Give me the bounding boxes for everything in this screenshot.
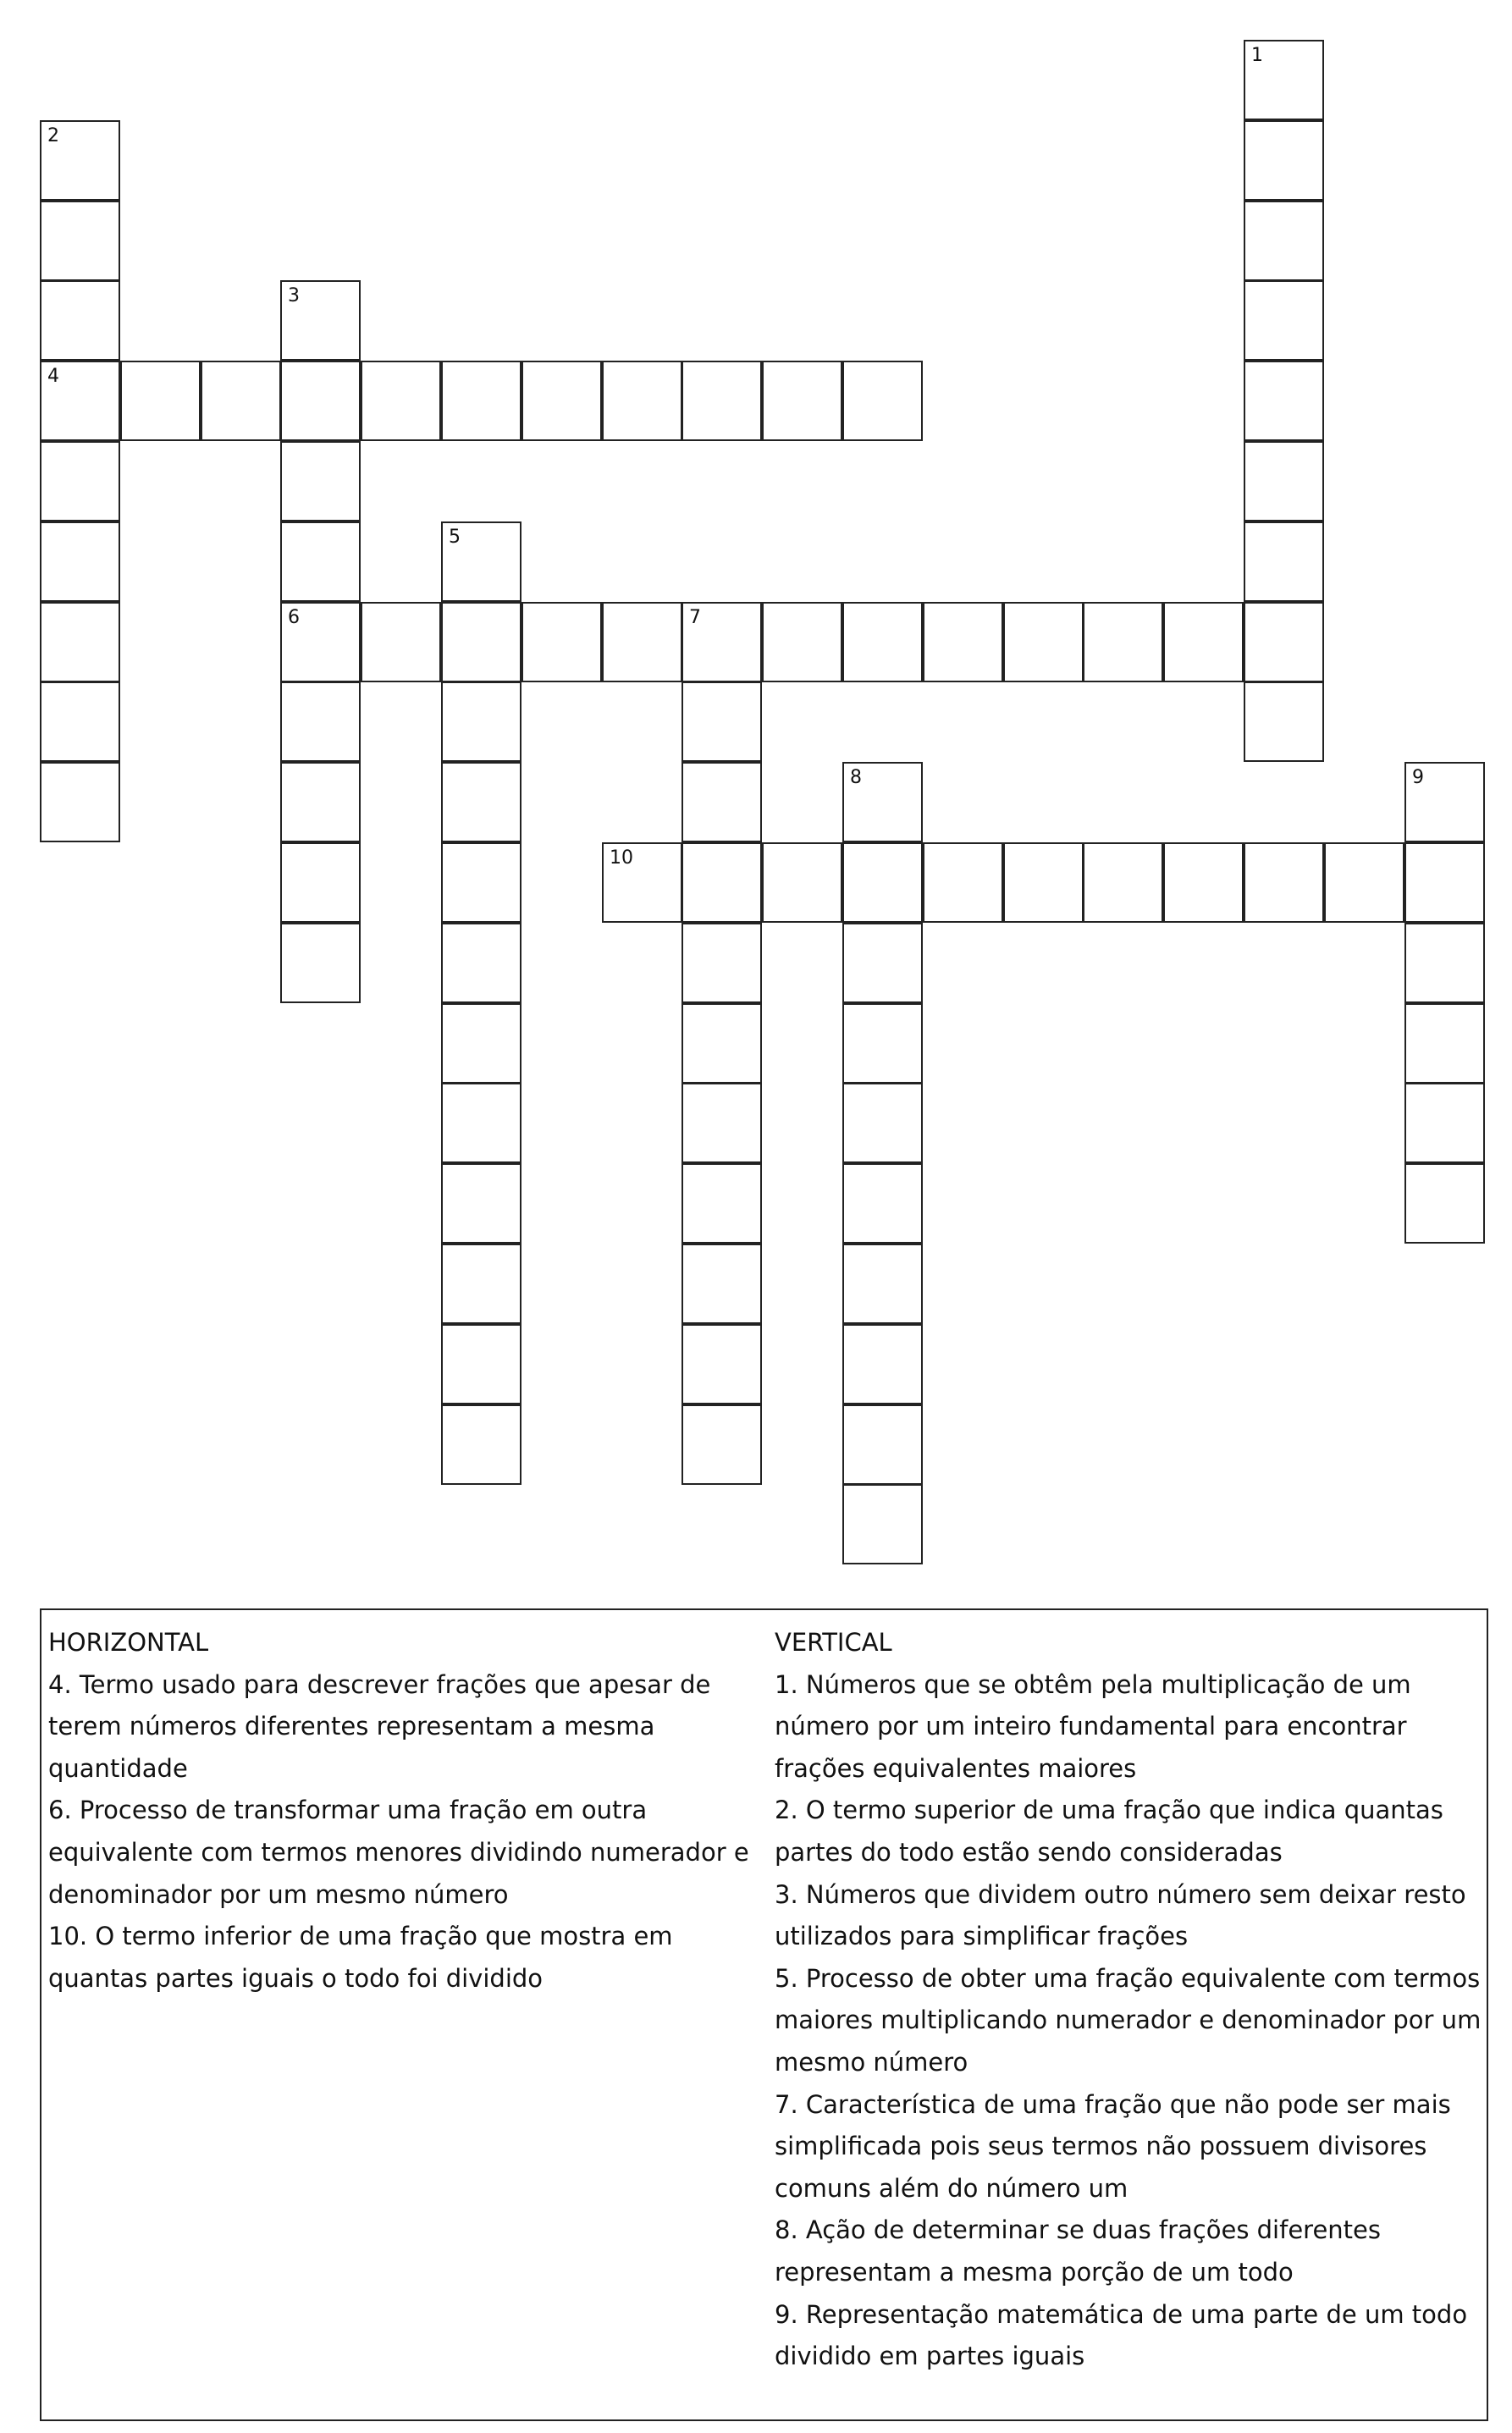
clue-vertical-5: 5. Processo de obter uma fração equivalente com termos maiores multiplicando numerador e denominador por um mesmo número xyxy=(775,1963,1482,2077)
crossword-cell[interactable] xyxy=(602,602,682,682)
crossword-cell[interactable] xyxy=(521,361,602,441)
clue-number: 3 xyxy=(288,285,300,306)
crossword-cell[interactable] xyxy=(1244,441,1324,521)
crossword-cell[interactable] xyxy=(682,1244,762,1324)
clue-number: 7 xyxy=(689,607,701,628)
crossword-cell[interactable] xyxy=(441,1083,521,1163)
crossword-cell[interactable] xyxy=(1244,201,1324,281)
crossword-cell[interactable] xyxy=(682,923,762,1003)
clue-number: 5 xyxy=(449,527,461,548)
crossword-cell[interactable] xyxy=(280,441,361,521)
clue-vertical-8: 8. Ação de determinar se duas frações diferentes representam a mesma porção de um todo xyxy=(775,2215,1381,2287)
crossword-cell[interactable] xyxy=(40,361,120,441)
crossword-cell[interactable] xyxy=(1083,602,1163,682)
crossword-cell[interactable] xyxy=(842,1083,923,1163)
crossword-cell[interactable] xyxy=(1244,521,1324,602)
crossword-cell[interactable] xyxy=(280,521,361,602)
crossword-cell[interactable] xyxy=(682,361,762,441)
crossword-cell[interactable] xyxy=(441,762,521,842)
crossword-cell[interactable] xyxy=(441,1244,521,1324)
crossword-cell[interactable] xyxy=(1404,1163,1485,1244)
crossword-cell[interactable] xyxy=(1244,602,1324,682)
clue-vertical-2: 2. O termo superior de uma fração que indica quantas partes do todo estão sendo consideradas xyxy=(775,1796,1443,1867)
crossword-cell[interactable] xyxy=(441,521,521,602)
crossword-cell[interactable] xyxy=(842,762,923,842)
crossword-cell[interactable] xyxy=(441,1404,521,1485)
crossword-cell[interactable] xyxy=(1244,361,1324,441)
crossword-cell[interactable] xyxy=(280,602,361,682)
crossword-cell[interactable] xyxy=(923,602,1003,682)
crossword-cell[interactable] xyxy=(1244,40,1324,120)
crossword-cell[interactable] xyxy=(682,1003,762,1084)
crossword-cell[interactable] xyxy=(40,681,120,762)
crossword-cell[interactable] xyxy=(1003,602,1084,682)
crossword-cell[interactable] xyxy=(842,1404,923,1485)
crossword-cell[interactable] xyxy=(842,842,923,923)
crossword-cell[interactable] xyxy=(923,842,1003,923)
clue-number: 9 xyxy=(1412,767,1424,788)
clue-vertical-9: 9. Representação matemática de uma parte de um todo dividido em partes iguais xyxy=(775,2299,1468,2371)
crossword-cell[interactable] xyxy=(682,681,762,762)
crossword-cell[interactable] xyxy=(1244,280,1324,361)
crossword-cell[interactable] xyxy=(40,521,120,602)
clue-horizontal-6: 6. Processo de transformar uma fração em outra equivalente com termos menores dividindo numerador e denominador por um mesmo número xyxy=(48,1796,749,1909)
crossword-cell[interactable] xyxy=(441,1163,521,1244)
crossword-cell[interactable] xyxy=(682,1404,762,1485)
clue-horizontal-4: 4. Termo usado para descrever frações que apesar de terem números diferentes representam a mesma quantidade xyxy=(48,1669,711,1783)
crossword-cell[interactable] xyxy=(40,602,120,682)
clue-number: 2 xyxy=(47,125,59,146)
vertical-title: VERTICAL xyxy=(775,1628,892,1657)
clue-number: 6 xyxy=(288,607,300,628)
crossword-cell[interactable] xyxy=(842,361,923,441)
crossword-cell[interactable] xyxy=(441,361,521,441)
crossword-cell[interactable] xyxy=(762,602,842,682)
crossword-cell[interactable] xyxy=(1324,842,1404,923)
clue-number: 4 xyxy=(47,366,59,387)
crossword-cell[interactable] xyxy=(1163,842,1244,923)
crossword-cell[interactable] xyxy=(441,842,521,923)
clues-box xyxy=(40,1608,1488,2421)
crossword-cell[interactable] xyxy=(682,1163,762,1244)
crossword-cell[interactable] xyxy=(1404,762,1485,842)
crossword-cell[interactable] xyxy=(1163,602,1244,682)
crossword-cell[interactable] xyxy=(842,923,923,1003)
crossword-cell[interactable] xyxy=(201,361,281,441)
clue-number: 8 xyxy=(850,767,862,788)
crossword-cell[interactable] xyxy=(1404,842,1485,923)
crossword-cell[interactable] xyxy=(1404,1083,1485,1163)
crossword-cell[interactable] xyxy=(280,361,361,441)
crossword-cell[interactable] xyxy=(1003,842,1084,923)
crossword-cell[interactable] xyxy=(40,120,120,201)
clue-number: 10 xyxy=(610,847,633,869)
crossword-cell[interactable] xyxy=(1244,681,1324,762)
crossword-cell[interactable] xyxy=(842,602,923,682)
crossword-cell[interactable] xyxy=(842,1484,923,1564)
clue-number: 1 xyxy=(1251,45,1263,66)
crossword-cell[interactable] xyxy=(120,361,201,441)
crossword-cell[interactable] xyxy=(441,681,521,762)
crossword-cell[interactable] xyxy=(842,1244,923,1324)
crossword-cell[interactable] xyxy=(682,842,762,923)
crossword-cell[interactable] xyxy=(40,441,120,521)
crossword-cell[interactable] xyxy=(280,681,361,762)
crossword-cell[interactable] xyxy=(602,361,682,441)
crossword-cell[interactable] xyxy=(361,602,441,682)
horizontal-clues xyxy=(48,1622,768,2000)
crossword-cell[interactable] xyxy=(280,923,361,1003)
crossword-cell[interactable] xyxy=(1404,1003,1485,1084)
crossword-cell[interactable] xyxy=(280,842,361,923)
crossword-cell[interactable] xyxy=(842,1324,923,1404)
crossword-cell[interactable] xyxy=(1244,842,1324,923)
clue-vertical-1: 1. Números que se obtêm pela multiplicação de um número por um inteiro fundamental para encontrar frações equivalentes maiores xyxy=(775,1669,1411,1783)
crossword-cell[interactable] xyxy=(361,361,441,441)
crossword-cell[interactable] xyxy=(280,280,361,361)
crossword-cell[interactable] xyxy=(1244,120,1324,201)
crossword-cell[interactable] xyxy=(842,1003,923,1084)
crossword-cell[interactable] xyxy=(1404,923,1485,1003)
crossword-cell[interactable] xyxy=(682,762,762,842)
crossword-cell[interactable] xyxy=(280,762,361,842)
crossword-cell[interactable] xyxy=(1083,842,1163,923)
crossword-cell[interactable] xyxy=(842,1163,923,1244)
crossword-cell[interactable] xyxy=(40,280,120,361)
crossword-cell[interactable] xyxy=(602,842,682,923)
crossword-cell[interactable] xyxy=(762,361,842,441)
crossword-cell[interactable] xyxy=(441,1003,521,1084)
crossword-cell[interactable] xyxy=(682,1324,762,1404)
crossword-cell[interactable] xyxy=(40,762,120,842)
horizontal-title: HORIZONTAL xyxy=(48,1628,209,1657)
crossword-cell[interactable] xyxy=(521,602,602,682)
vertical-clues xyxy=(775,1622,1486,2378)
crossword-cell[interactable] xyxy=(441,923,521,1003)
crossword-cell[interactable] xyxy=(682,602,762,682)
crossword-cell[interactable] xyxy=(682,1083,762,1163)
crossword-cell[interactable] xyxy=(40,201,120,281)
clue-horizontal-10: 10. O termo inferior de uma fração que mostra em quantas partes iguais o todo foi dividido xyxy=(48,1922,673,1993)
clue-vertical-3: 3. Números que dividem outro número sem deixar resto utilizados para simplificar frações xyxy=(775,1879,1466,1951)
crossword-cell[interactable] xyxy=(441,602,521,682)
crossword-cell[interactable] xyxy=(441,1324,521,1404)
crossword-cell[interactable] xyxy=(762,842,842,923)
clue-vertical-7: 7. Característica de uma fração que não pode ser mais simplificada pois seus termos não possuem divisores comuns além do número um xyxy=(775,2089,1451,2203)
